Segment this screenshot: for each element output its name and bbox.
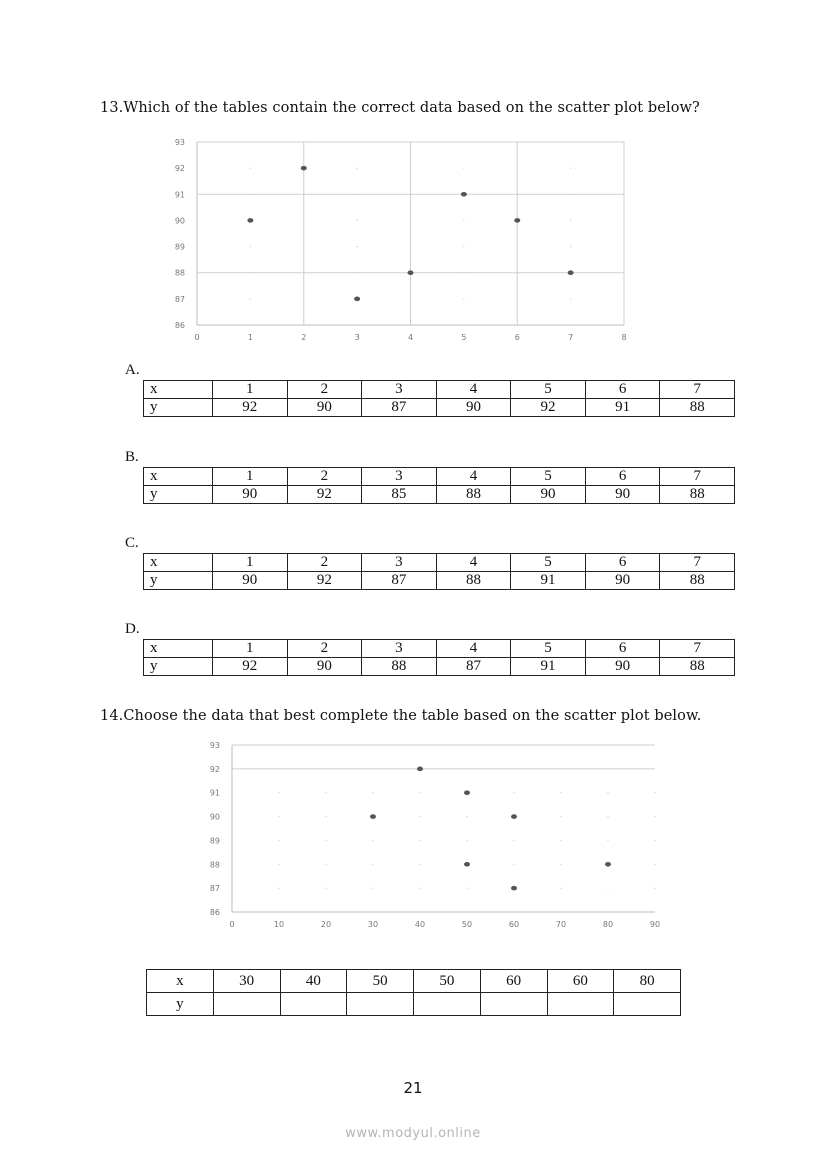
x-tick-label: 1 xyxy=(247,333,253,342)
x-tick-label: 20 xyxy=(320,920,332,929)
table-cell: 6 xyxy=(585,381,660,399)
minor-grid-dot xyxy=(570,298,571,299)
table-cell: 3 xyxy=(362,468,437,486)
y-tick-label: 90 xyxy=(209,812,220,822)
answer-blank-cell[interactable] xyxy=(280,993,347,1016)
minor-grid-dot xyxy=(463,246,464,247)
table-cell: 40 xyxy=(280,970,347,993)
table-cell: 88 xyxy=(660,399,735,417)
table-cell: 7 xyxy=(660,381,735,399)
table-row-y xyxy=(144,658,735,676)
data-point xyxy=(464,790,470,795)
table-cell: 2 xyxy=(287,554,362,572)
data-point xyxy=(354,297,360,302)
data-point xyxy=(514,218,520,223)
data-point xyxy=(461,192,467,197)
minor-grid-dot xyxy=(570,168,571,169)
y-tick-label: 92 xyxy=(174,164,185,174)
option-c-table xyxy=(143,553,735,590)
minor-grid-dot xyxy=(357,220,358,221)
y-tick-label: 87 xyxy=(209,884,220,894)
table-cell: 90 xyxy=(436,399,511,417)
table-cell: 2 xyxy=(287,640,362,658)
minor-grid-dot xyxy=(560,840,561,841)
x-tick-label: 6 xyxy=(514,333,520,342)
table-cell: 1 xyxy=(213,468,288,486)
minor-grid-dot xyxy=(607,888,608,889)
x-tick-label: 50 xyxy=(461,920,473,929)
table-cell: 90 xyxy=(585,658,660,676)
minor-grid-dot xyxy=(560,816,561,817)
table-cell: 2 xyxy=(287,381,362,399)
scatter-plot-q14 xyxy=(195,737,675,933)
data-point xyxy=(511,886,517,891)
table-cell: 5 xyxy=(511,468,586,486)
minor-grid-dot xyxy=(250,298,251,299)
minor-grid-dot xyxy=(654,816,655,817)
table-cell: 60 xyxy=(547,970,614,993)
table-cell: 7 xyxy=(660,640,735,658)
minor-grid-dot xyxy=(466,888,467,889)
minor-grid-dot xyxy=(463,220,464,221)
option-b-label: B. xyxy=(125,449,139,465)
minor-grid-dot xyxy=(278,864,279,865)
table-header-y: y xyxy=(144,572,213,590)
x-tick-label: 8 xyxy=(621,333,627,342)
minor-grid-dot xyxy=(513,864,514,865)
minor-grid-dot xyxy=(570,194,571,195)
table-cell: 88 xyxy=(362,658,437,676)
minor-grid-dot xyxy=(357,272,358,273)
minor-grid-dot xyxy=(372,888,373,889)
table-header-y: y xyxy=(144,658,213,676)
minor-grid-dot xyxy=(250,272,251,273)
answer-blank-cell[interactable] xyxy=(480,993,547,1016)
minor-grid-dot xyxy=(278,840,279,841)
x-tick-label: 2 xyxy=(301,333,307,342)
answer-blank-cell[interactable] xyxy=(414,993,481,1016)
table-cell: 7 xyxy=(660,554,735,572)
answer-blank-cell[interactable] xyxy=(547,993,614,1016)
table-cell: 87 xyxy=(436,658,511,676)
question-14-text: 14.Choose the data that best complete the table based on the scatter plot below. xyxy=(100,708,702,724)
x-tick-label: 0 xyxy=(229,920,235,929)
option-b-table xyxy=(143,467,735,504)
y-tick-label: 93 xyxy=(209,741,220,750)
table-cell: 92 xyxy=(287,572,362,590)
table-cell: 1 xyxy=(213,381,288,399)
table-cell: 91 xyxy=(511,572,586,590)
minor-grid-dot xyxy=(654,888,655,889)
table-header-x: x xyxy=(147,970,214,993)
table-row-y xyxy=(144,486,735,504)
y-tick-label: 93 xyxy=(174,138,185,147)
y-tick-label: 89 xyxy=(174,242,185,252)
answer-blank-cell[interactable] xyxy=(213,993,280,1016)
x-tick-label: 80 xyxy=(602,920,614,929)
minor-grid-dot xyxy=(325,864,326,865)
table-row-y xyxy=(147,993,681,1016)
y-tick-label: 86 xyxy=(174,321,185,330)
minor-grid-dot xyxy=(250,194,251,195)
data-point xyxy=(511,814,517,819)
table-cell: 1 xyxy=(213,640,288,658)
answer-blank-cell[interactable] xyxy=(347,993,414,1016)
table-header-x: x xyxy=(144,554,213,572)
minor-grid-dot xyxy=(513,792,514,793)
minor-grid-dot xyxy=(357,168,358,169)
data-point xyxy=(568,270,574,275)
table-cell: 6 xyxy=(585,640,660,658)
answer-table xyxy=(146,969,681,1016)
x-tick-label: 5 xyxy=(461,333,467,342)
x-tick-label: 3 xyxy=(354,333,360,342)
question-13-text: 13.Which of the tables contain the correct data based on the scatter plot below? xyxy=(100,100,700,116)
table-cell: 91 xyxy=(511,658,586,676)
option-c-label: C. xyxy=(125,535,139,551)
minor-grid-dot xyxy=(419,888,420,889)
table-header-y: y xyxy=(144,486,213,504)
table-header-x: x xyxy=(144,468,213,486)
minor-grid-dot xyxy=(570,220,571,221)
page-number: 21 xyxy=(403,1079,423,1097)
minor-grid-dot xyxy=(466,840,467,841)
y-tick-label: 92 xyxy=(209,764,220,774)
minor-grid-dot xyxy=(466,816,467,817)
table-cell: 90 xyxy=(213,572,288,590)
table-cell: 88 xyxy=(660,486,735,504)
minor-grid-dot xyxy=(654,792,655,793)
table-cell: 1 xyxy=(213,554,288,572)
table-row-x xyxy=(144,381,735,399)
y-tick-label: 87 xyxy=(174,294,185,304)
table-cell: 87 xyxy=(362,399,437,417)
minor-grid-dot xyxy=(654,840,655,841)
table-cell: 4 xyxy=(436,468,511,486)
y-tick-label: 86 xyxy=(209,908,220,917)
table-cell: 3 xyxy=(362,640,437,658)
table-row-x xyxy=(147,970,681,993)
table-cell: 80 xyxy=(614,970,681,993)
minor-grid-dot xyxy=(419,816,420,817)
x-tick-label: 40 xyxy=(414,920,426,929)
table-cell: 3 xyxy=(362,554,437,572)
table-row-x xyxy=(144,640,735,658)
table-cell: 50 xyxy=(414,970,481,993)
y-tick-label: 89 xyxy=(209,836,220,846)
table-cell: 90 xyxy=(287,658,362,676)
table-row-x xyxy=(144,468,735,486)
x-tick-label: 30 xyxy=(367,920,379,929)
minor-grid-dot xyxy=(250,168,251,169)
minor-grid-dot xyxy=(607,816,608,817)
table-cell: 90 xyxy=(585,486,660,504)
table-header-y: y xyxy=(147,993,214,1016)
minor-grid-dot xyxy=(607,792,608,793)
table-header-y: y xyxy=(144,399,213,417)
table-cell: 87 xyxy=(362,572,437,590)
table-cell: 88 xyxy=(436,486,511,504)
table-cell: 5 xyxy=(511,381,586,399)
table-cell: 92 xyxy=(213,399,288,417)
minor-grid-dot xyxy=(463,272,464,273)
answer-blank-cell[interactable] xyxy=(614,993,681,1016)
table-cell: 90 xyxy=(287,399,362,417)
minor-grid-dot xyxy=(357,194,358,195)
minor-grid-dot xyxy=(463,298,464,299)
table-cell: 60 xyxy=(480,970,547,993)
data-point xyxy=(464,862,470,867)
minor-grid-dot xyxy=(560,888,561,889)
y-tick-label: 88 xyxy=(174,268,185,278)
table-cell: 92 xyxy=(511,399,586,417)
table-row-y xyxy=(144,399,735,417)
minor-grid-dot xyxy=(607,840,608,841)
table-cell: 88 xyxy=(660,572,735,590)
table-cell: 2 xyxy=(287,468,362,486)
y-tick-label: 91 xyxy=(174,190,185,200)
minor-grid-dot xyxy=(560,792,561,793)
scatter-plot-q13 xyxy=(160,134,640,346)
minor-grid-dot xyxy=(278,792,279,793)
x-tick-label: 7 xyxy=(568,333,574,342)
table-cell: 4 xyxy=(436,640,511,658)
watermark: www.modyul.online xyxy=(345,1126,481,1141)
table-cell: 88 xyxy=(436,572,511,590)
minor-grid-dot xyxy=(513,840,514,841)
table-cell: 4 xyxy=(436,381,511,399)
table-cell: 50 xyxy=(347,970,414,993)
table-cell: 92 xyxy=(213,658,288,676)
data-point xyxy=(605,862,611,867)
x-tick-label: 90 xyxy=(649,920,661,929)
minor-grid-dot xyxy=(372,840,373,841)
table-cell: 90 xyxy=(213,486,288,504)
data-point xyxy=(247,218,253,223)
table-cell: 5 xyxy=(511,554,586,572)
data-point xyxy=(370,814,376,819)
option-a-label: A. xyxy=(125,362,140,378)
minor-grid-dot xyxy=(419,792,420,793)
table-cell: 91 xyxy=(585,399,660,417)
table-cell: 85 xyxy=(362,486,437,504)
minor-grid-dot xyxy=(325,888,326,889)
minor-grid-dot xyxy=(654,864,655,865)
table-cell: 6 xyxy=(585,468,660,486)
table-header-x: x xyxy=(144,381,213,399)
data-point xyxy=(408,270,414,275)
table-row-y xyxy=(144,572,735,590)
minor-grid-dot xyxy=(325,792,326,793)
minor-grid-dot xyxy=(250,246,251,247)
y-tick-label: 88 xyxy=(209,860,220,870)
option-d-table xyxy=(143,639,735,676)
minor-grid-dot xyxy=(463,168,464,169)
minor-grid-dot xyxy=(278,816,279,817)
data-point xyxy=(417,767,423,772)
table-cell: 5 xyxy=(511,640,586,658)
minor-grid-dot xyxy=(419,840,420,841)
x-tick-label: 60 xyxy=(508,920,520,929)
table-row-x xyxy=(144,554,735,572)
minor-grid-dot xyxy=(325,840,326,841)
table-cell: 3 xyxy=(362,381,437,399)
table-cell: 30 xyxy=(213,970,280,993)
option-d-label: D. xyxy=(125,621,140,637)
table-cell: 7 xyxy=(660,468,735,486)
minor-grid-dot xyxy=(372,864,373,865)
minor-grid-dot xyxy=(357,246,358,247)
minor-grid-dot xyxy=(419,864,420,865)
x-tick-label: 10 xyxy=(273,920,285,929)
table-cell: 6 xyxy=(585,554,660,572)
y-tick-label: 91 xyxy=(209,788,220,798)
data-point xyxy=(301,166,307,171)
option-a-table xyxy=(143,380,735,417)
minor-grid-dot xyxy=(278,888,279,889)
table-cell: 92 xyxy=(287,486,362,504)
table-cell: 90 xyxy=(585,572,660,590)
minor-grid-dot xyxy=(325,816,326,817)
table-header-x: x xyxy=(144,640,213,658)
minor-grid-dot xyxy=(570,246,571,247)
x-tick-label: 0 xyxy=(194,333,200,342)
y-tick-label: 90 xyxy=(174,216,185,226)
x-tick-label: 4 xyxy=(407,333,414,342)
table-cell: 90 xyxy=(511,486,586,504)
x-tick-label: 70 xyxy=(555,920,567,929)
minor-grid-dot xyxy=(560,864,561,865)
minor-grid-dot xyxy=(372,792,373,793)
table-cell: 88 xyxy=(660,658,735,676)
table-cell: 4 xyxy=(436,554,511,572)
